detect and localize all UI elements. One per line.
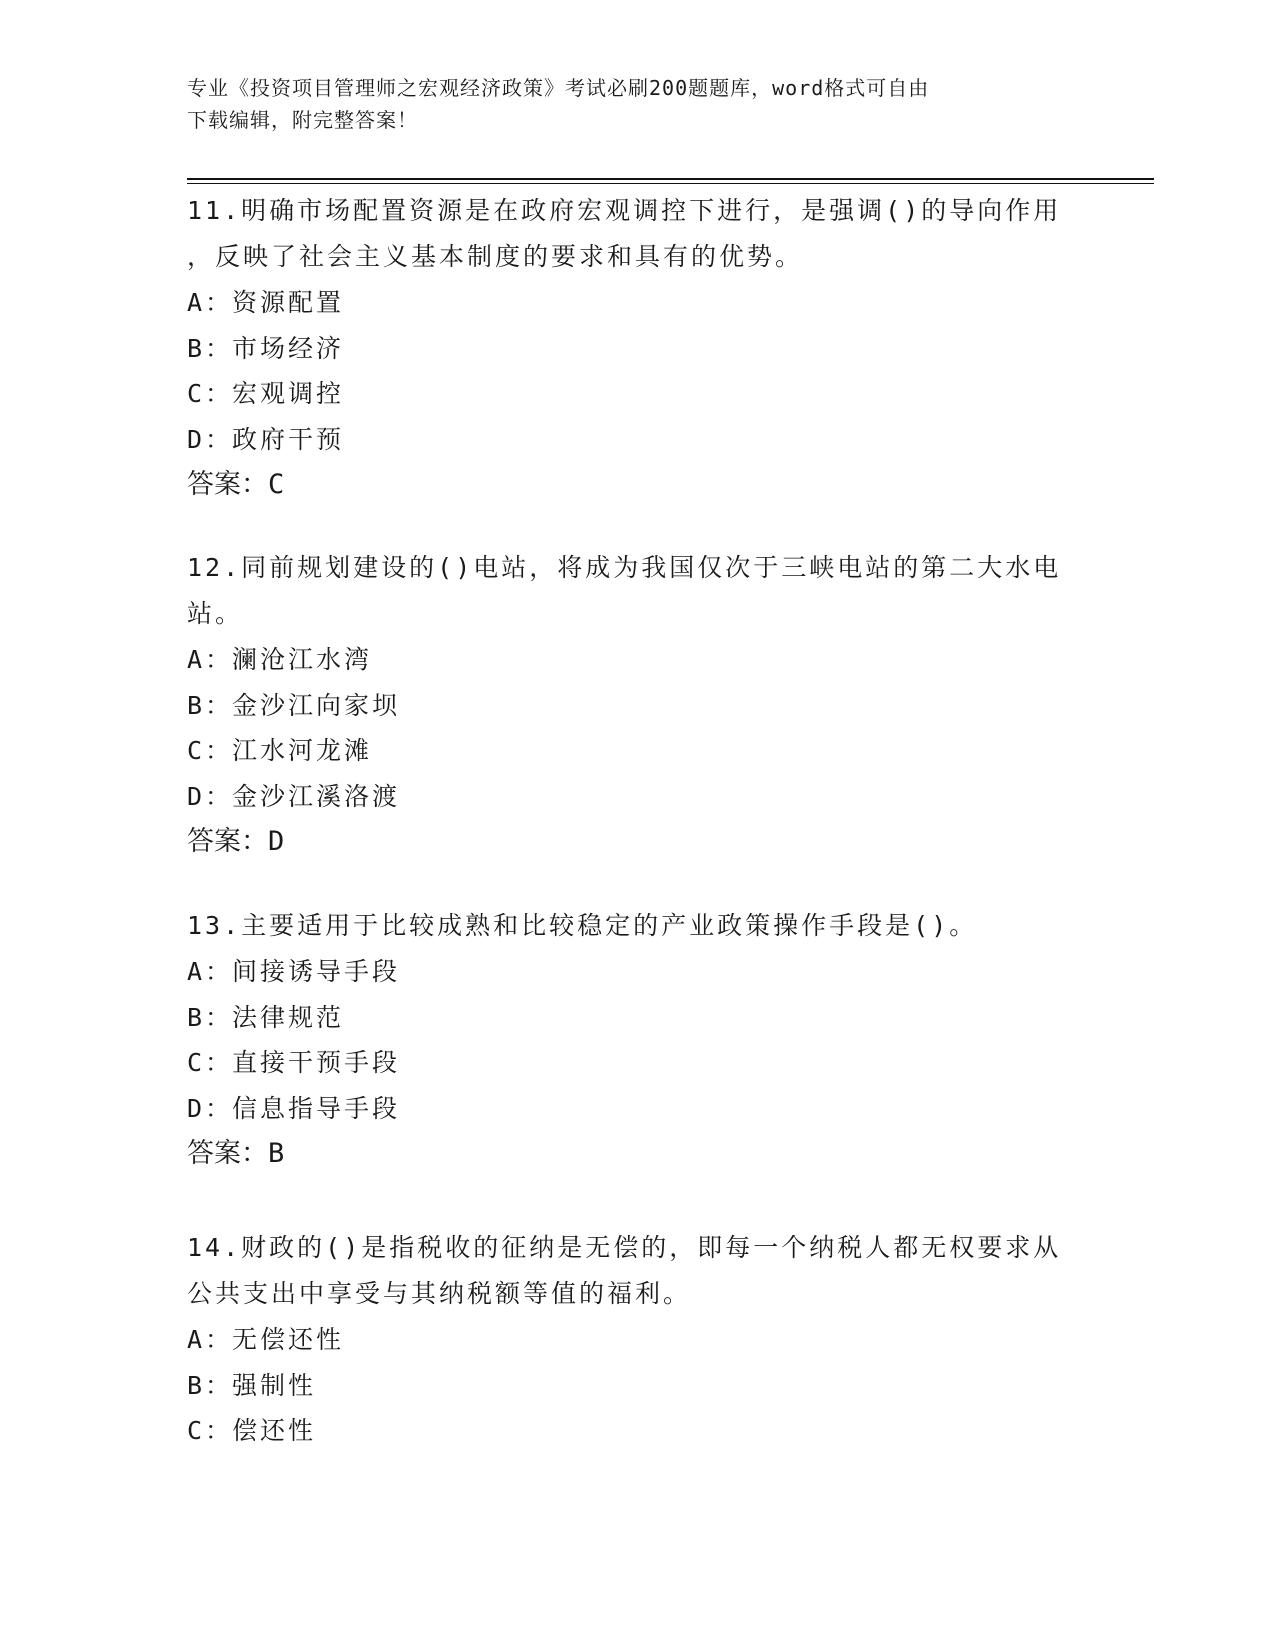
option-text: 澜沧江水湾 <box>232 645 373 674</box>
option-letter: B： <box>187 1002 234 1032</box>
answer-line: 答案：C <box>187 469 285 500</box>
document-header <box>187 72 1067 136</box>
option-text: 江水河龙滩 <box>232 736 373 765</box>
option-text: 信息指导手段 <box>232 1093 401 1123</box>
option-d <box>187 417 1087 463</box>
question-stem-line: 站。 <box>187 599 244 628</box>
option-letter: B： <box>187 690 234 720</box>
option-text: 金沙江溪洛渡 <box>232 781 401 811</box>
option-letter: B： <box>187 1370 234 1400</box>
header-line-2: 下载编辑，附完整答案！ <box>187 108 418 132</box>
question-14 <box>187 1225 1087 1454</box>
option-letter: B： <box>187 333 234 363</box>
option-d <box>187 1086 1087 1132</box>
option-letter: A： <box>187 1325 234 1354</box>
option-letter: C： <box>187 379 234 408</box>
question-13 <box>187 903 1087 1177</box>
question-stem-line: 公共支出中享受与其纳税额等值的福利。 <box>187 1279 692 1308</box>
option-text: 法律规范 <box>232 1002 345 1032</box>
question-11 <box>187 188 1087 508</box>
option-text: 强制性 <box>232 1370 317 1400</box>
option-letter: A： <box>187 957 234 986</box>
option-letter: A： <box>187 645 234 674</box>
option-b <box>187 1363 1087 1409</box>
option-a <box>187 949 1087 995</box>
option-b <box>187 683 1087 729</box>
option-letter: C： <box>187 736 234 765</box>
option-b <box>187 995 1087 1041</box>
option-d <box>187 774 1087 820</box>
option-text: 宏观调控 <box>232 379 345 408</box>
option-letter: A： <box>187 288 234 317</box>
answer-line: 答案：B <box>187 1138 285 1169</box>
option-text: 资源配置 <box>232 288 345 317</box>
option-text: 偿还性 <box>232 1416 317 1445</box>
option-letter: D： <box>187 424 234 454</box>
question-stem-line: 11.明确市场配置资源是在政府宏观调控下进行，是强调()的导向作用 <box>187 196 1062 225</box>
option-letter: C： <box>187 1416 234 1445</box>
header-rule-thick <box>187 178 1154 180</box>
header-rule-thin <box>187 183 1154 184</box>
option-text: 间接诱导手段 <box>232 957 401 986</box>
question-stem-line: ，反映了社会主义基本制度的要求和具有的优势。 <box>187 242 804 271</box>
header-line-1: 专业《投资项目管理师之宏观经济政策》考试必刷200题题库，word格式可自由 <box>187 76 930 100</box>
option-text: 无偿还性 <box>232 1325 345 1354</box>
option-c <box>187 728 1087 774</box>
option-text: 政府干预 <box>232 424 345 454</box>
question-stem-line: 14.财政的()是指税收的征纳是无偿的，即每一个纳税人都无权要求从 <box>187 1233 1062 1262</box>
option-text: 市场经济 <box>232 333 345 363</box>
question-12 <box>187 545 1087 865</box>
option-c <box>187 1408 1087 1454</box>
answer-line: 答案：D <box>187 826 285 857</box>
question-stem-line: 12.同前规划建设的()电站，将成为我国仅次于三峡电站的第二大水电 <box>187 553 1062 582</box>
option-letter: C： <box>187 1048 234 1077</box>
option-text: 金沙江向家坝 <box>232 690 401 720</box>
option-b <box>187 326 1087 372</box>
option-text: 直接干预手段 <box>232 1048 401 1077</box>
question-stem-line: 13.主要适用于比较成熟和比较稳定的产业政策操作手段是()。 <box>187 911 978 940</box>
option-c <box>187 371 1087 417</box>
option-letter: D： <box>187 1093 234 1123</box>
option-letter: D： <box>187 781 234 811</box>
option-a <box>187 637 1087 683</box>
option-a <box>187 280 1087 326</box>
option-a <box>187 1317 1087 1363</box>
option-c <box>187 1040 1087 1086</box>
